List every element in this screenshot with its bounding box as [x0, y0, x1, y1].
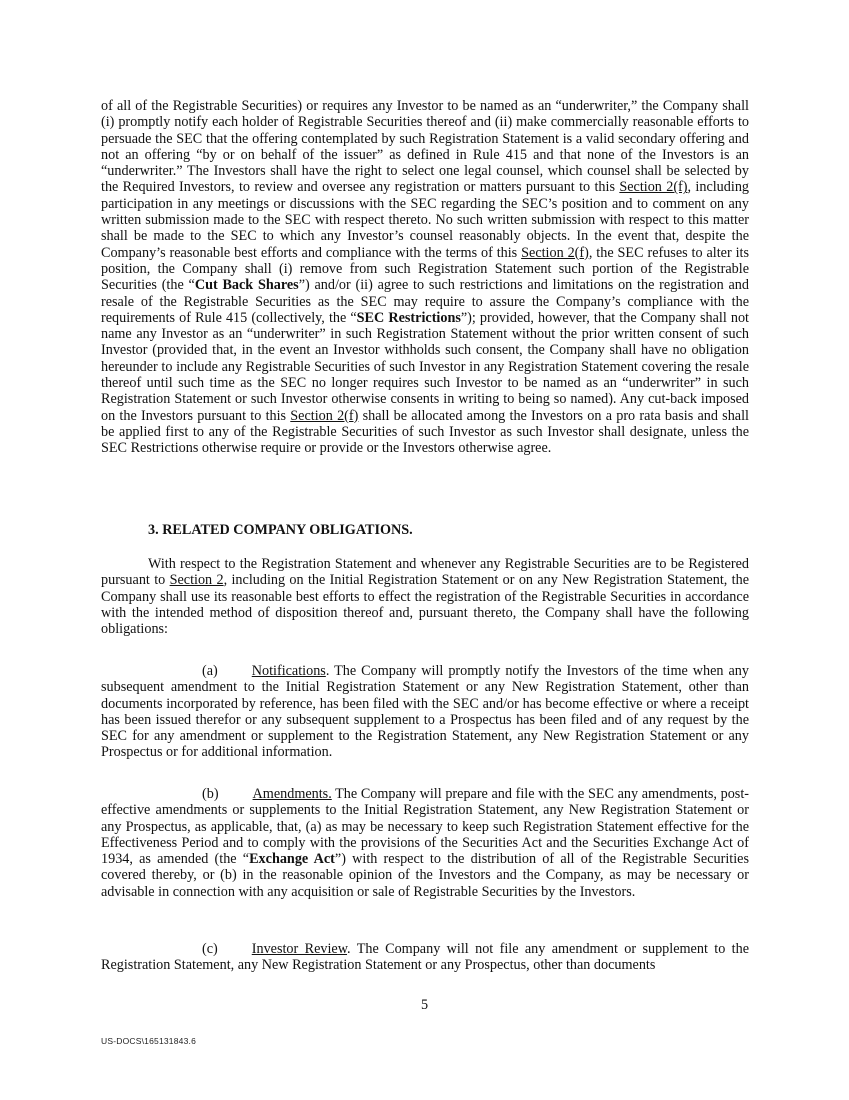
paragraph-continuation	[101, 98, 749, 457]
section-reference: Section 2(f)	[290, 407, 359, 424]
paragraph-text: , including on the Initial Registration Statement or on any New Registration Statement, the Company shall use its reasonable best efforts to effect the registration of the Registrable Securities in accordance with the intended method of disposition thereof and, pursuant thereto, the Company shall have the following obligations:	[101, 572, 749, 638]
paragraph-text: shall be allocated among the Investors on a pro rata basis and shall be applied first to any of the Registrable Securities of such Investor as such Investor shall designate, unless the SEC Restrictions otherwise require or provide or the Investors otherwise agree.	[101, 407, 749, 457]
document-id-footer: US-DOCS\165131843.6	[101, 1036, 196, 1046]
clause-a	[101, 663, 749, 761]
section-intro-paragraph	[101, 556, 749, 637]
clause-title: Investor Review	[251, 941, 348, 957]
paragraph-text: ”); provided, however, that the Company shall not name any Investor as an “underwriter” in such Registration Statement without the prior written consent of such Investor (provided that, in the event an Investor withholds such consent, the Company shall have no obligation hereunder to include any Registrable Securities of such Investor in any Registration Statement covering the resale thereof until such time as the SEC no longer requires such Investor to be named as an “underwriter” in such Registration Statement or such Investor otherwise consents in writing to being so named). Any cut-back imposed on the Investors pursuant to this	[101, 309, 749, 424]
clause-number: (c)	[202, 941, 218, 957]
clause-number: (b)	[202, 786, 219, 802]
paragraph-text: With respect to the Registration Statement and whenever any Registrable Securities are to be Registered pursuant to	[101, 556, 749, 589]
paragraph-text: The Company will prepare and file with the SEC any amendments, post-effective amendments or supplements to the Initial Registration Statement, any New Registration Statement or any Prospectus, as applicable, that, (a) as may be necessary to keep such Registration Statement effective for the Effectiveness Period and to comply with the provisions of the Securities Act and the Securities Exchange Act of 1934, as amended (the “	[101, 786, 749, 868]
section-reference: Section 2(f)	[619, 179, 688, 196]
defined-term: Exchange Act	[249, 851, 335, 868]
section-reference: Section 2	[169, 572, 224, 589]
paragraph-text: ”) with respect to the distribution of all of the Registrable Securities covered thereby, or (b) in the reasonable opinion of the Investors and the Company, as may be necessary or advisable in connection with any acquisition or sale of Registrable Securities by the Investors.	[101, 851, 749, 900]
defined-term: Cut Back Shares	[194, 277, 299, 294]
paragraph-text: of all of the Registrable Securities) or requires any Investor to be named as an “underwriter,” the Company shall (i) promptly notify each holder of Registrable Securities thereof and (ii) make commercially reasonable efforts to persuade the SEC that the offering contemplated by such Registration Statement is a valid secondary offering and not an offering “by or on behalf of the issuer” as defined in Rule 415 and that none of the Investors is an “underwriter.” The Investors shall have the right to select one legal counsel, which counsel shall be selected by the Required Investors, to review and oversee any registration or matters pursuant to this	[101, 98, 749, 196]
section-heading: 3. RELATED COMPANY OBLIGATIONS.	[148, 522, 413, 538]
clause-b	[101, 786, 749, 900]
paragraph-text: ”) and/or (ii) agree to such restrictions and limitations on the registration and resale of the Registrable Securities as the SEC may require to assure the Company’s compliance with the requirements of Rule 415 (collectively, the “	[101, 277, 749, 326]
paragraph-text: , including participation in any meetings or discussions with the SEC regarding the SEC’s position and to comment on any written submission made to the SEC with respect thereto. No such written submission with respect to this matter shall be made to the SEC to which any Investor’s counsel reasonably objects. In the event that, despite the Company’s reasonable best efforts and compliance with the terms of this	[101, 179, 750, 261]
clause-title: Amendments.	[252, 786, 332, 802]
paragraph-text: , the SEC refuses to alter its position, the Company shall (i) remove from such Registration Statement such portion of the Registrable Securities (the “	[101, 244, 749, 294]
paragraph-text: . The Company will not file any amendment or supplement to the Registration Statement, any New Registration Statement or any Prospectus, other than documents	[101, 941, 749, 974]
clause-number: (a)	[202, 663, 218, 679]
clause-c	[101, 941, 749, 974]
page-number: 5	[420, 997, 429, 1013]
defined-term: SEC Restrictions	[356, 309, 461, 326]
section-reference: Section 2(f)	[521, 244, 589, 261]
paragraph-text: . The Company will promptly notify the Investors of the time when any subsequent amendment to the Initial Registration Statement or any New Registration Statement, other than documents incorporated by reference, has been filed with the SEC and/or has become effective or where a receipt has been issued therefor or any subsequent supplement to a Prospectus has been filed and of any request by the SEC for any amendment or supplement to the Registration Statement, any New Registration Statement or any Prospectus or for additional information.	[101, 663, 749, 761]
clause-title: Notifications	[251, 663, 326, 679]
